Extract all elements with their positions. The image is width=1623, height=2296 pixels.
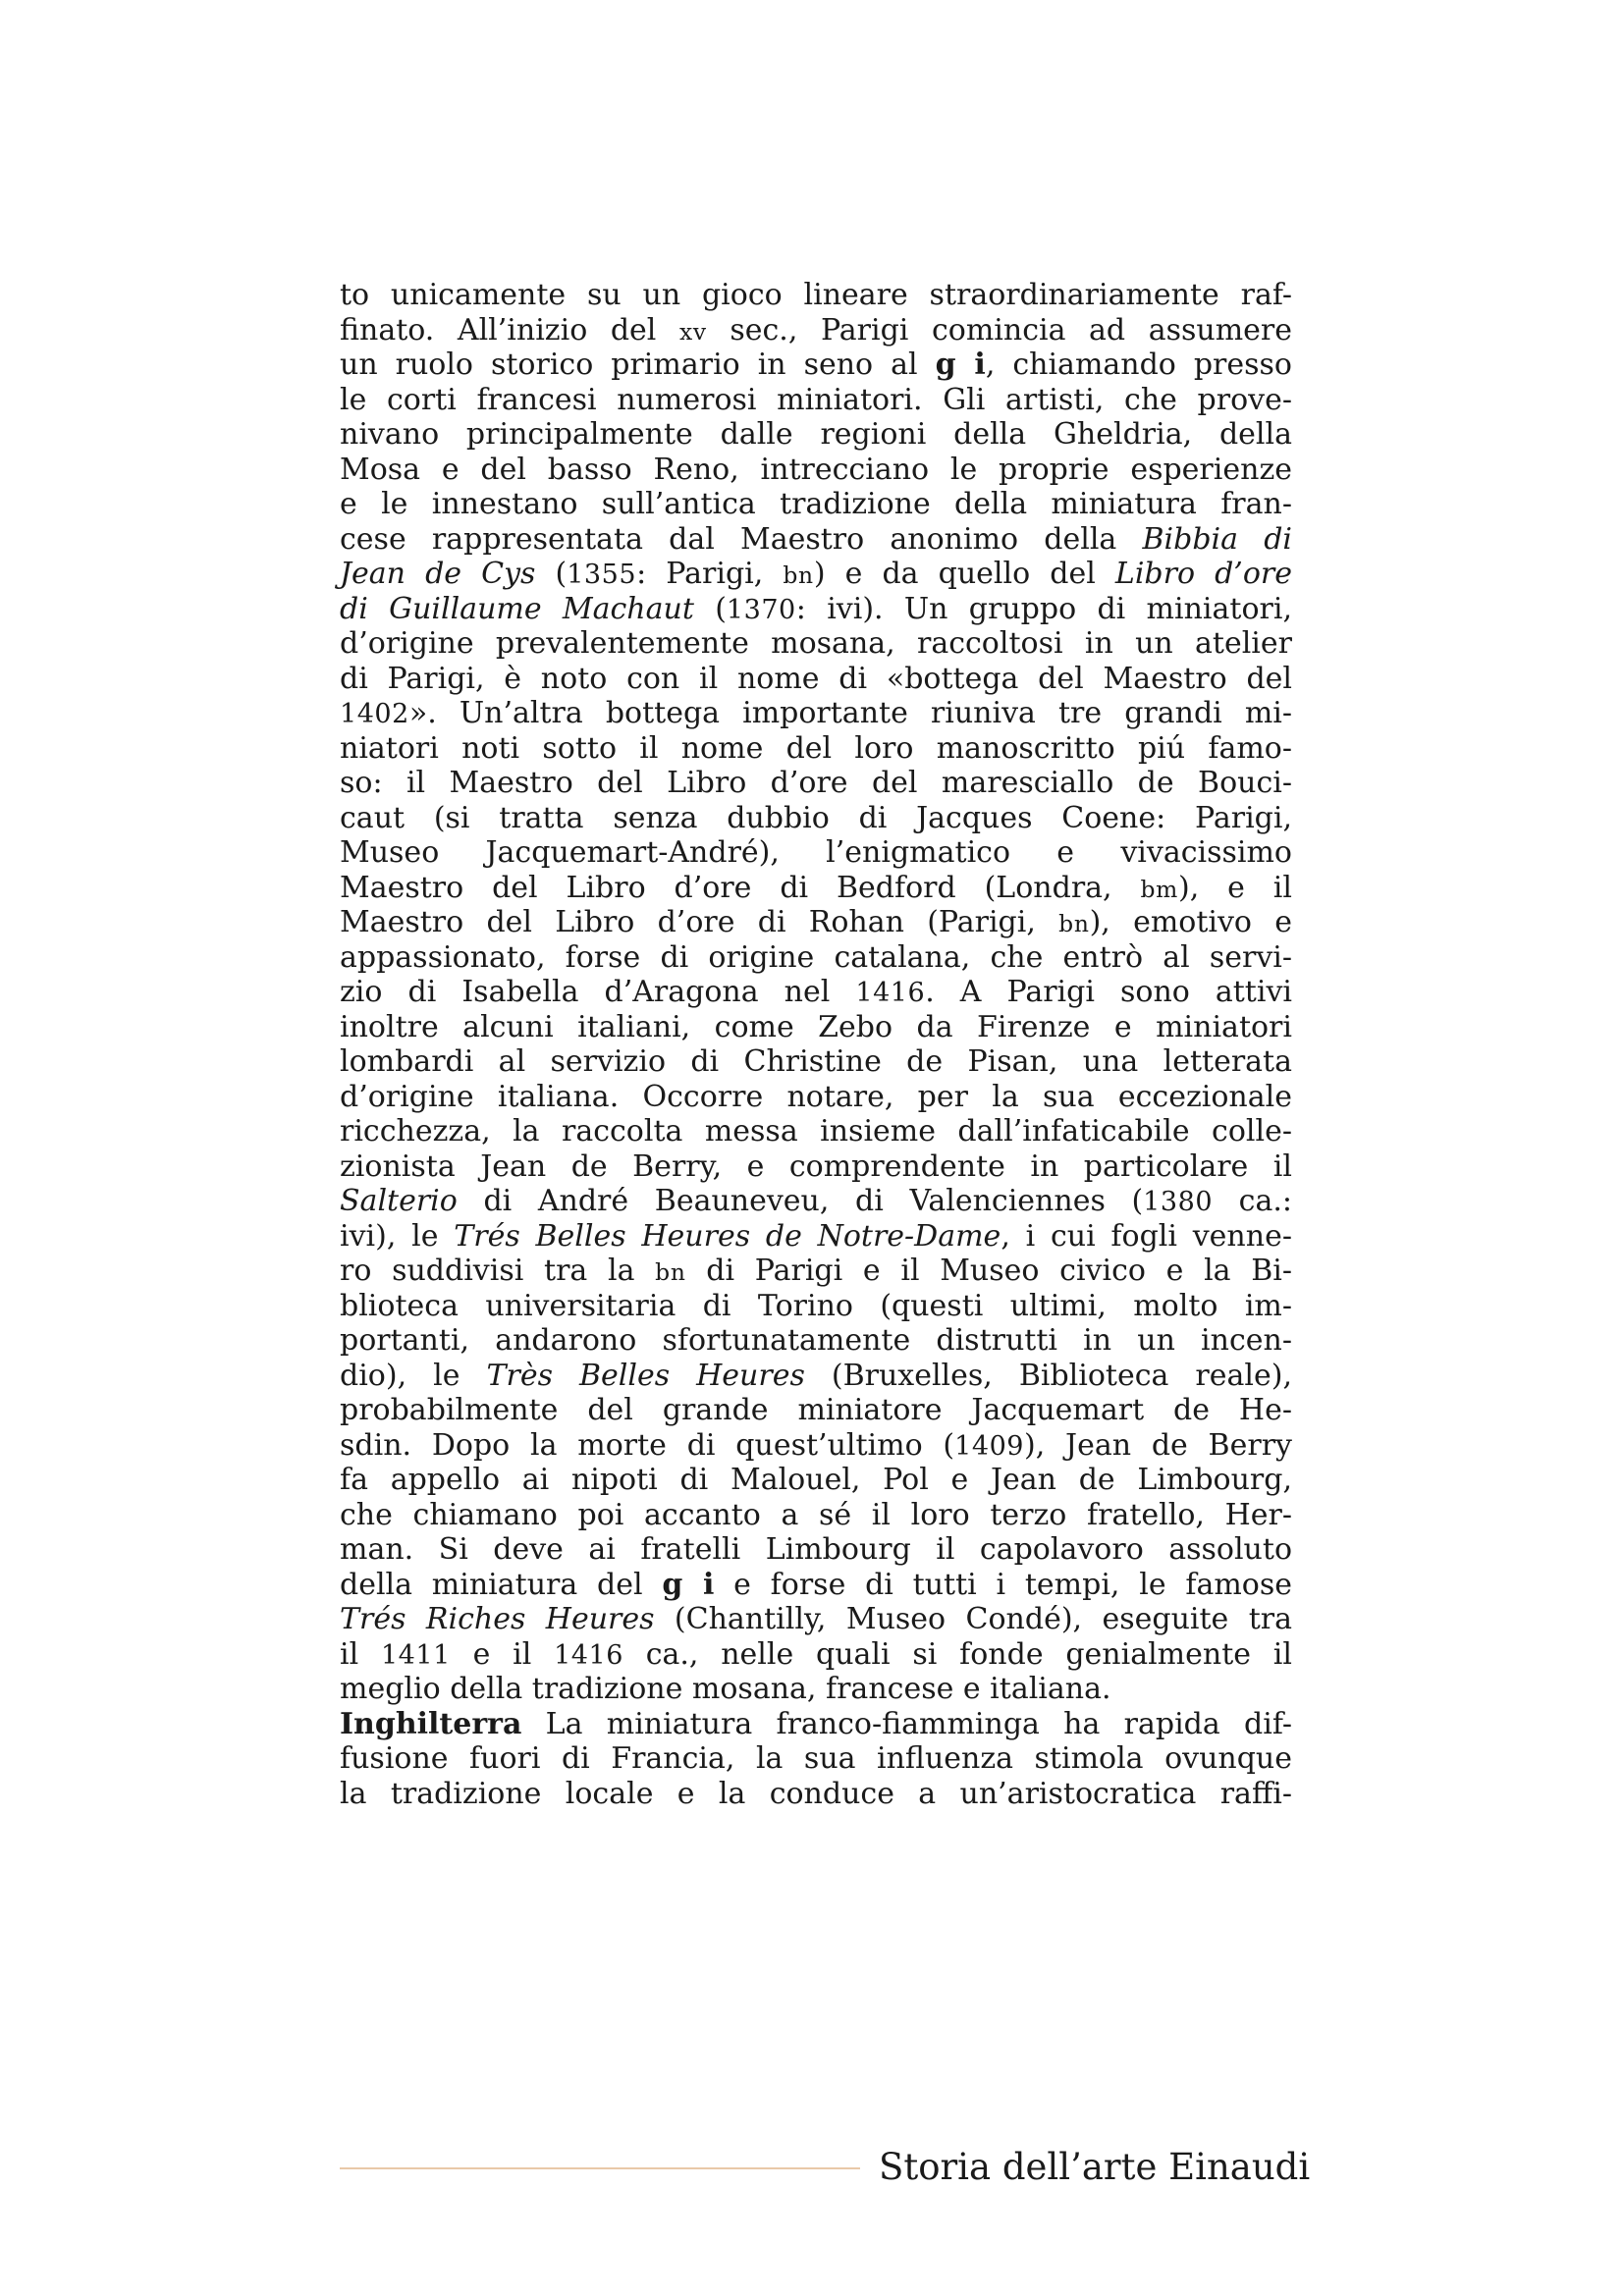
text-run: sec., Parigi comincia ad assumere — [706, 312, 1292, 347]
text-run: : Parigi, — [636, 557, 784, 591]
text-run: g i — [662, 1567, 715, 1602]
text-line — [340, 1359, 1292, 1394]
text-run: le corti francesi numerosi miniatori. Gli artisti, che prove- — [340, 382, 1292, 417]
text-line — [340, 1568, 1292, 1603]
text-run: un ruolo storico primario in seno al — [340, 347, 936, 382]
text-line — [340, 696, 1292, 731]
text-line — [340, 871, 1292, 906]
text-run: ». Un’altra bottega importante riuniva tre grandi mi- — [408, 696, 1292, 730]
text-line — [340, 1532, 1292, 1568]
text-run: la tradizione locale e la conduce a un’aristocratica raffi- — [340, 1776, 1292, 1811]
text-run: blioteca universitaria di Torino (questi ultimi, molto im- — [340, 1288, 1292, 1323]
text-run: Bibbia di — [1142, 521, 1292, 557]
text-run: ca., nelle quali si fonde genialmente il — [622, 1636, 1292, 1672]
text-line — [340, 1602, 1292, 1637]
text-line — [340, 1289, 1292, 1324]
text-run: Maestro del Libro d’ore di Rohan (Parigi, — [340, 905, 1059, 939]
text-line — [340, 1707, 1292, 1742]
text-line — [340, 522, 1292, 558]
text-line — [340, 1428, 1292, 1464]
text-run: Mosa e del basso Reno, intrecciano le proprie esperienze — [340, 452, 1292, 487]
text-run: g i — [935, 347, 986, 382]
text-line — [340, 731, 1292, 767]
text-run: di Guillaume Machaut — [340, 591, 694, 626]
text-line — [340, 347, 1292, 383]
text-line — [340, 801, 1292, 836]
text-run: dio), le — [340, 1358, 487, 1393]
text-run: bn — [655, 1258, 686, 1286]
text-run: La miniatura franco-fiamminga ha rapida dif- — [521, 1706, 1292, 1741]
text-run: 1416 — [554, 1639, 623, 1671]
text-run: fusione fuori di Francia, la sua influenza stimola ovunque — [340, 1741, 1292, 1776]
text-run: di André Beauneveu, di Valenciennes ( — [457, 1184, 1144, 1218]
text-run: Jean de Cys — [340, 557, 536, 591]
text-run: della miniatura del — [340, 1567, 663, 1602]
text-run: sdin. Dopo la morte di quest’ultimo ( — [340, 1427, 955, 1463]
text-line — [340, 1741, 1292, 1777]
text-line — [340, 835, 1292, 871]
text-line — [340, 1149, 1292, 1185]
text-line — [340, 383, 1292, 418]
text-line — [340, 1114, 1292, 1149]
text-run: meglio della tradizione mosana, francese e italiana. — [340, 1672, 1111, 1706]
text-line — [340, 1184, 1292, 1219]
text-run: Libro d’ore — [1114, 557, 1292, 591]
text-line — [340, 278, 1292, 313]
text-line — [340, 940, 1292, 976]
text-run: ca.: — [1213, 1184, 1292, 1218]
text-line — [340, 1044, 1292, 1080]
text-run: nivano principalmente dalle regioni della Gheldria, della — [340, 417, 1292, 452]
text-line — [340, 417, 1292, 453]
text-run: ), e il — [1178, 870, 1292, 905]
text-run: ricchezza, la raccolta messa insieme dall’infaticabile colle- — [340, 1114, 1292, 1148]
text-run: xv — [678, 317, 707, 346]
footer-rule — [340, 2167, 860, 2169]
text-run: ( — [535, 557, 568, 591]
text-run: probabilmente del grande miniatore Jacquemart de He- — [340, 1393, 1292, 1427]
text-run: Museo Jacquemart-André), l’enigmatico e vivacissimo — [340, 835, 1292, 870]
text-line — [340, 1463, 1292, 1498]
text-run: zionista Jean de Berry, e comprendente in particolare il — [340, 1148, 1292, 1184]
body-text — [340, 278, 1292, 1811]
text-run: Salterio — [340, 1184, 458, 1218]
text-run: il — [340, 1636, 381, 1672]
text-run: 1380 — [1143, 1187, 1214, 1217]
text-line — [340, 592, 1292, 627]
text-run: e forse di tutti i tempi, le famose — [714, 1567, 1292, 1602]
text-run: bn — [783, 561, 814, 589]
text-line — [340, 1080, 1292, 1115]
text-run: e il — [450, 1636, 555, 1672]
text-run: , i cui fogli venne- — [1001, 1218, 1292, 1254]
text-line — [340, 453, 1292, 488]
text-line — [340, 1637, 1292, 1673]
text-line — [340, 1010, 1292, 1045]
text-run: Maestro del Libro d’ore di Bedford (Londra, — [340, 870, 1141, 905]
text-run: man. Si deve ai fratelli Limbourg il capolavoro assoluto — [340, 1532, 1292, 1567]
text-run: 1409 — [954, 1430, 1025, 1462]
text-line — [340, 487, 1292, 522]
text-run: d’origine prevalentemente mosana, raccoltosi in un atelier — [340, 626, 1292, 661]
text-run: Trés Belles Heures de Notre-Dame — [454, 1218, 1001, 1254]
text-run: fa appello ai nipoti di Malouel, Pol e Jean de Limbourg, — [340, 1463, 1292, 1497]
text-run: Inghilterra — [340, 1706, 522, 1741]
text-run: ) e da quello del — [813, 557, 1115, 591]
text-run: e le innestano sull’antica tradizione della miniatura fran- — [340, 487, 1292, 521]
text-run: ( — [693, 591, 727, 626]
text-line — [340, 975, 1292, 1010]
text-line — [340, 1498, 1292, 1533]
text-run: portanti, andarono sfortunatamente distrutti in un incen- — [340, 1323, 1292, 1358]
text-line — [340, 1672, 1292, 1707]
text-run: 1411 — [380, 1639, 451, 1671]
text-run: niatori noti sotto il nome del loro manoscritto piú famo- — [340, 730, 1292, 766]
text-run: to unicamente su un gioco lineare straordinariamente raf- — [340, 278, 1292, 312]
text-run: Trés Riches Heures — [340, 1602, 655, 1636]
text-run: che chiamano poi accanto a sé il loro terzo fratello, Her- — [340, 1497, 1292, 1532]
text-run: , chiamando presso — [985, 347, 1292, 382]
text-run: zio di Isabella d’Aragona nel — [340, 975, 856, 1009]
text-run: ro suddivisi tra la — [340, 1254, 656, 1288]
text-run: ivi), le — [340, 1218, 455, 1254]
text-run: caut (si tratta senza dubbio di Jacques Coene: Parigi, — [340, 800, 1292, 835]
text-line — [340, 662, 1292, 697]
text-run: d’origine italiana. Occorre notare, per la sua eccezionale — [340, 1079, 1292, 1114]
text-run: ), emotivo e — [1089, 905, 1292, 939]
text-run: 1402 — [340, 699, 409, 729]
text-run: 1355 — [567, 560, 637, 590]
text-line — [340, 1219, 1292, 1255]
text-line — [340, 1393, 1292, 1428]
text-run: ), Jean de Berry — [1024, 1427, 1292, 1463]
text-run: . A Parigi sono attivi — [925, 975, 1292, 1009]
text-run: appassionato, forse di origine catalana, che entrò al servi- — [340, 939, 1292, 975]
text-run: : ivi). Un gruppo di miniatori, — [795, 591, 1292, 626]
text-line — [340, 905, 1292, 940]
text-line — [340, 766, 1292, 801]
text-line — [340, 313, 1292, 348]
text-run: di Parigi e il Museo civico e la Bi- — [685, 1254, 1293, 1288]
text-line — [340, 1254, 1292, 1289]
text-line — [340, 1323, 1292, 1359]
text-run: cese rappresentata dal Maestro anonimo della — [340, 521, 1143, 557]
text-run: (Bruxelles, Biblioteca reale), — [804, 1358, 1292, 1393]
text-line — [340, 626, 1292, 662]
text-run: lombardi al servizio di Christine de Pisan, una letterata — [340, 1044, 1292, 1079]
text-run: 1370 — [726, 594, 796, 625]
text-run: 1416 — [855, 978, 926, 1008]
text-run: (Chantilly, Museo Condé), eseguite tra — [654, 1602, 1292, 1636]
text-run: inoltre alcuni italiani, come Zebo da Firenze e miniatori — [340, 1009, 1292, 1044]
text-run: bm — [1140, 875, 1179, 903]
text-run: di Parigi, è noto con il nome di «bottega del Maestro del — [340, 661, 1292, 696]
footer-title: Storia dell’arte Einaudi — [879, 2146, 1311, 2188]
text-run: bn — [1058, 910, 1090, 937]
text-run: so: il Maestro del Libro d’ore del maresciallo de Bouci- — [340, 766, 1292, 800]
text-run: Très Belles Heures — [486, 1358, 805, 1393]
text-line — [340, 1777, 1292, 1812]
text-run: finato. All’inizio del — [340, 312, 679, 347]
text-line — [340, 557, 1292, 592]
